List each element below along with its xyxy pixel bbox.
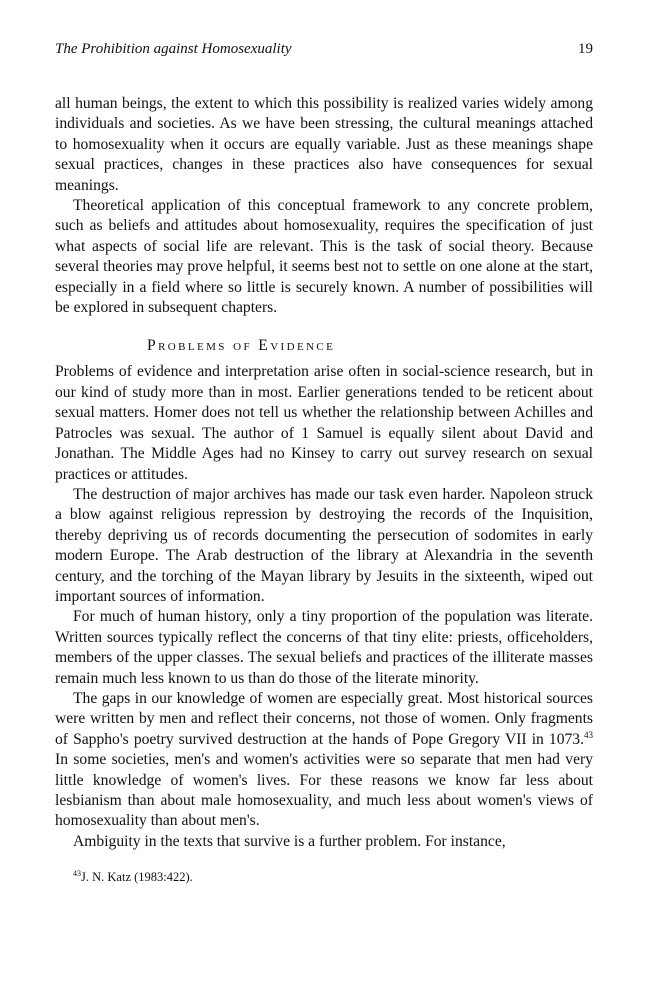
paragraph-with-note xyxy=(55,689,593,832)
footnote-text: J. N. Katz (1983:422). xyxy=(81,870,193,885)
section-heading-text: Problems of Evidence xyxy=(147,337,336,355)
running-head xyxy=(55,40,593,58)
page-number: 19 xyxy=(578,41,593,57)
paragraph: Ambiguity in the texts that survive is a further problem. For instance, xyxy=(73,832,506,850)
book-page xyxy=(55,40,593,885)
footnote-marker: 43 xyxy=(73,869,81,879)
footnote xyxy=(55,869,593,885)
paragraph: Problems of evidence and interpretation arise often in social-science research, but in our kind of study more than in most. Earlier generations tended to be reticent about sexual matters. Homer does not tell us whether the relationship between Achilles and Patrocles was sexual. The author of 1 Samuel is equally silent about David and Jonathan. The Middle Ages had no Kinsey to carry out survey research on sexual practices or attitudes. xyxy=(55,363,593,483)
paragraph: For much of human history, only a tiny proportion of the population was literate. Written sources typically reflect the concerns of that tiny elite: priests, officeholders, members of the upper classes. The sexual beliefs and practices of the illiterate masses remain much less known to us than do those of the literate minority. xyxy=(55,608,593,687)
paragraph-text: The gaps in our knowledge of women are especially great. Most historical sources were written by men and reflect their concerns, not those of women. Only fragments of Sappho's poetry survived destruction at the hands of Pope Gregory VII in 1073. xyxy=(55,689,593,748)
paragraph: Theoretical application of this conceptual framework to any concrete problem, such as beliefs and attitudes about homosexuality, requires the specification of just what aspects of social life are relevant. This is the task of social theory. Because several theories may prove helpful, it seems best not to settle on one alone at the start, especially in a field where so little is securely known. A number of possibilities will be explored in subsequent chapters. xyxy=(55,197,593,317)
footnote-reference[interactable]: 43 xyxy=(584,729,593,740)
running-head-title: The Prohibition against Homosexuality xyxy=(55,41,292,57)
section-heading xyxy=(55,336,593,356)
body-text xyxy=(55,94,593,852)
paragraph: The destruction of major archives has made our task even harder. Napoleon struck a blow against religious repression by destroying the records of the Inquisition, thereby depriving us of records documenting the persecution of sodomites in early modern Europe. The Arab destruction of the library at Alexandria in the seventh century, and the torching of the Mayan library by Jesuits in the sixteenth, wiped out important sources of information. xyxy=(55,485,593,605)
paragraph-text: In some societies, men's and women's activities were so separate that men had very little knowledge of women's lives. For these reasons we know far less about lesbianism than about male homosexuality, and much less about women's views of homosexuality than about men's. xyxy=(55,751,593,830)
paragraph: all human beings, the extent to which this possibility is realized varies widely among individuals and societies. As we have been stressing, the cultural meanings attached to homosexuality when it occurs are equally variable. Just as these meanings shape sexual practices, changes in these practices also have consequences for sexual meanings. xyxy=(55,95,593,194)
